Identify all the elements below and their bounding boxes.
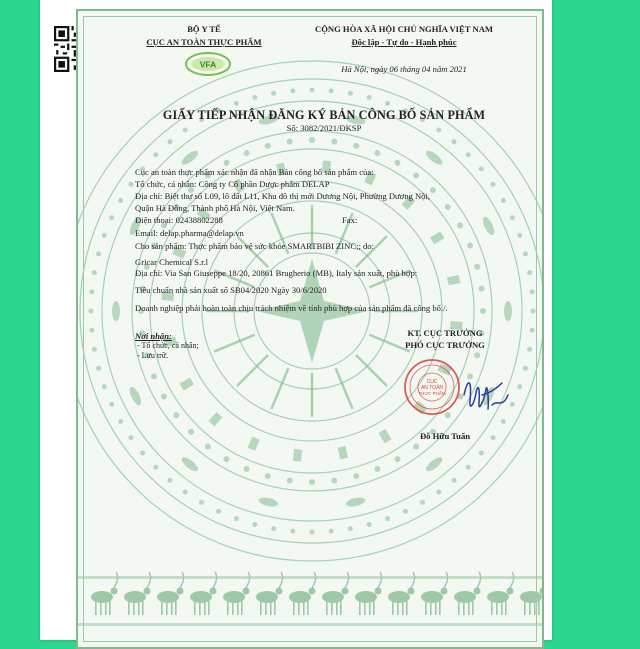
signer-title-1: KT. CỤC TRƯỞNG xyxy=(407,328,483,338)
address-line-2: Quận Hà Đông, Thành phố Hà Nội, Việt Nam. xyxy=(135,203,295,213)
organization: Tổ chức, cá nhân: Công ty Cổ phần Dược phẩm DELAP xyxy=(135,179,330,189)
stamp-line-1: CỤC xyxy=(426,379,438,385)
republic-name: CỘNG HÒA XÃ HỘI CHỦ NGHĨA VIỆT NAM xyxy=(314,24,494,34)
intro-text: Cục an toàn thực phẩm xác nhận đã nhận Bản công bố sản phẩm của: xyxy=(135,167,374,177)
signature-icon xyxy=(458,365,516,425)
stamp-line-3: THỰC PHẨM xyxy=(418,391,446,396)
document-number: Số: 3082/2021/ĐKSP xyxy=(286,123,362,133)
manufacturer-address: Địa chỉ: Via San Giuseppe 18/20, 20861 Brugherio (MB), Italy sản xuất, phù hợp: xyxy=(135,268,418,278)
signer-title-2: PHÓ CỤC TRƯỞNG xyxy=(405,340,485,350)
issue-date: Hà Nội, ngày 06 tháng 04 năm 2021 xyxy=(341,64,467,74)
address-line-1: Địa chỉ: Biệt thự số L09, lô đất L11, Khu đô thị mới Dương Nội, Phường Dương Nội, xyxy=(135,191,431,201)
document-title: GIẤY TIẾP NHẬN ĐĂNG KÝ BẢN CÔNG BỐ SẢN PHẨM xyxy=(162,108,486,122)
recipients-label: Nơi nhận: xyxy=(135,331,172,341)
recipient-item: - Lưu trữ. xyxy=(137,351,169,360)
ministry-name: BỘ Y TẾ xyxy=(187,24,221,34)
signer-name: Đỗ Hữu Tuấn xyxy=(419,431,471,441)
manufacturer-standard: Tiêu chuẩn nhà sản xuất số SB04/2020 Ngày 30/6/2020 xyxy=(135,285,327,295)
stamp-line-2: AN TOÀN xyxy=(420,385,444,391)
agency-logo-icon xyxy=(183,49,233,79)
phone: Điện thoại: 02438802288 xyxy=(135,215,223,225)
recipient-item: - Tổ chức, cá nhân; xyxy=(137,341,199,350)
product: Cho sản phẩm: Thực phẩm bảo vệ sức khỏe SMARTBIBI ZINC;; do: xyxy=(135,241,374,251)
manufacturer: Gricar Chemical S.r.l xyxy=(135,257,209,267)
agency-name: CỤC AN TOÀN THỰC PHẨM xyxy=(146,37,262,47)
official-stamp-icon xyxy=(403,358,461,416)
fax: Fax: xyxy=(342,215,358,225)
logo-text: VFA xyxy=(199,59,217,70)
responsibility-statement: Doanh nghiệp phải hoàn toàn chịu trách nhiệm về tính phù hợp của sản phẩm đã công bố./. xyxy=(135,303,448,313)
email: Email: delap.pharma@delap.vn xyxy=(135,228,244,238)
national-motto: Độc lập - Tự do - Hạnh phúc xyxy=(351,37,457,47)
